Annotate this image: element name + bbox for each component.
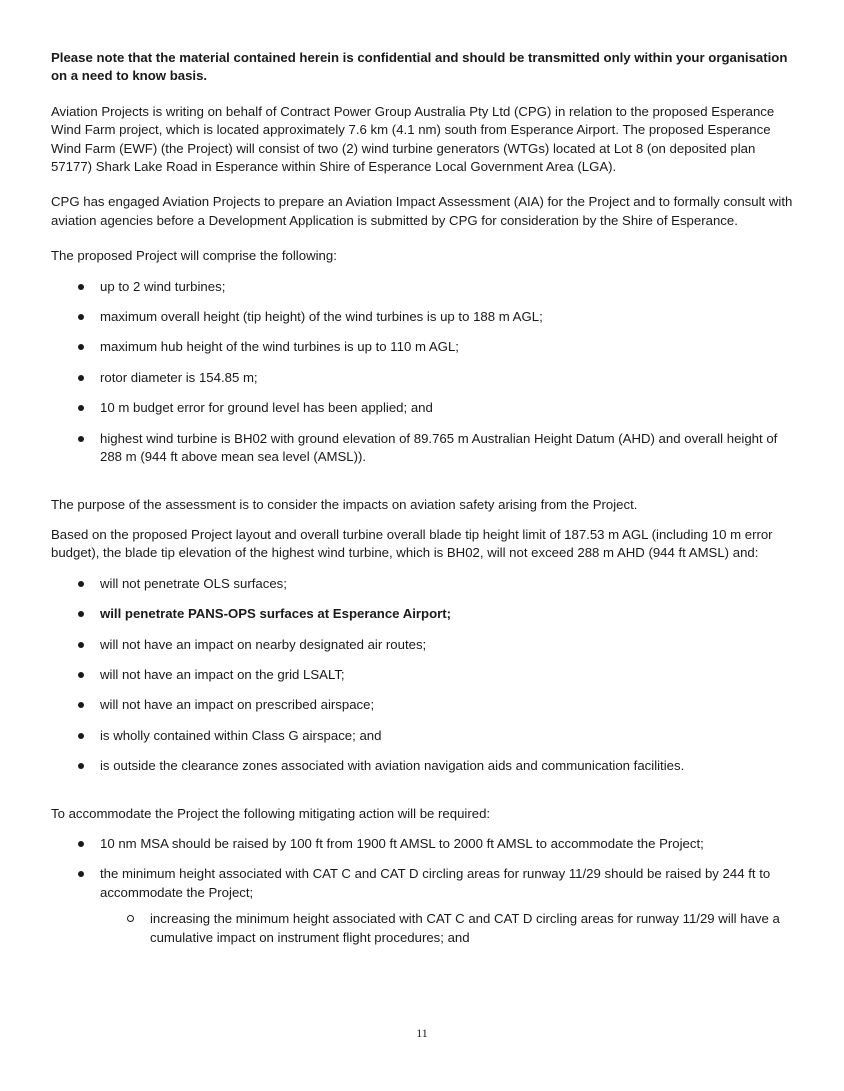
based-on-paragraph: Based on the proposed Project layout and overall turbine overall blade tip height limit of 187.53 m AGL (including 10 m error budget), the blade tip elevation of the highest wind turbine, which is BH02, will not exceed 288 m AHD (944 ft AMSL) and: <box>51 526 773 561</box>
list-item: is wholly contained within Class G airspace; and <box>51 727 796 745</box>
comprise-lead-paragraph: The proposed Project will comprise the following: <box>51 248 337 264</box>
intro-paragraph: Aviation Projects is writing on behalf of Contract Power Group Australia Pty Ltd (CPG) in relation to the proposed Esperance Wind Farm project, which is located approximately 7.6 km (4.1 nm) south from Esperance Airport. The proposed Esperance Wind Farm (EWF) (the Project) will consist of two (2) wind turbine generators (WTGs) located at Lot 8 (on deposited plan 57177) Shark Lake Road in Esperance within Shire of Esperance Local Government Area (LGA). <box>51 103 775 175</box>
list-item: will not have an impact on the grid LSALT; <box>51 666 796 684</box>
list-item: maximum overall height (tip height) of the wind turbines is up to 188 m AGL; <box>51 308 796 326</box>
list-item: highest wind turbine is BH02 with ground elevation of 89.765 m Australian Height Datum (AHD) and overall height of 288 m (944 ft above mean sea level (AMSL)). <box>51 430 796 467</box>
project-items-list <box>51 278 796 467</box>
confidential-note: Please note that the material contained herein is confidential and should be transmitted only within your organisation on a need to know basis. <box>51 50 788 84</box>
list-item <box>51 865 796 947</box>
mitigation-items-list <box>51 835 796 947</box>
list-item: rotor diameter is 154.85 m; <box>51 369 796 387</box>
list-item: will not have an impact on prescribed airspace; <box>51 696 796 714</box>
list-item: maximum hub height of the wind turbines is up to 110 m AGL; <box>51 338 796 356</box>
page-number: 11 <box>416 1026 428 1040</box>
impact-items-list <box>51 575 796 776</box>
list-item-text: the minimum height associated with CAT C and CAT D circling areas for runway 11/29 should be raised by 244 ft to accommodate the Project; <box>100 866 771 900</box>
list-item-emphasis: will penetrate PANS-OPS surfaces at Esperance Airport; <box>51 605 796 623</box>
sub-list-item: increasing the minimum height associated with CAT C and CAT D circling areas for runway 11/29 will have a cumulative impact on instrument flight procedures; and <box>100 910 796 947</box>
list-item: will not penetrate OLS surfaces; <box>51 575 796 593</box>
list-item: will not have an impact on nearby designated air routes; <box>51 636 796 654</box>
engagement-paragraph: CPG has engaged Aviation Projects to prepare an Aviation Impact Assessment (AIA) for the Project and to formally consult with aviation agencies before a Development Application is submitted by CPG for consideration by the Shire of Esperance. <box>51 194 793 228</box>
list-item: 10 m budget error for ground level has been applied; and <box>51 399 796 417</box>
list-item: is outside the clearance zones associated with aviation navigation aids and communication facilities. <box>51 757 796 775</box>
document-page <box>51 49 796 959</box>
list-item: up to 2 wind turbines; <box>51 278 796 296</box>
mitigation-lead-paragraph: To accommodate the Project the following mitigating action will be required: <box>51 805 491 821</box>
list-item: 10 nm MSA should be raised by 100 ft from 1900 ft AMSL to 2000 ft AMSL to accommodate the Project; <box>51 835 796 853</box>
mitigation-subitems-list <box>100 910 796 947</box>
purpose-paragraph: The purpose of the assessment is to consider the impacts on aviation safety arising from the Project. <box>51 496 638 512</box>
